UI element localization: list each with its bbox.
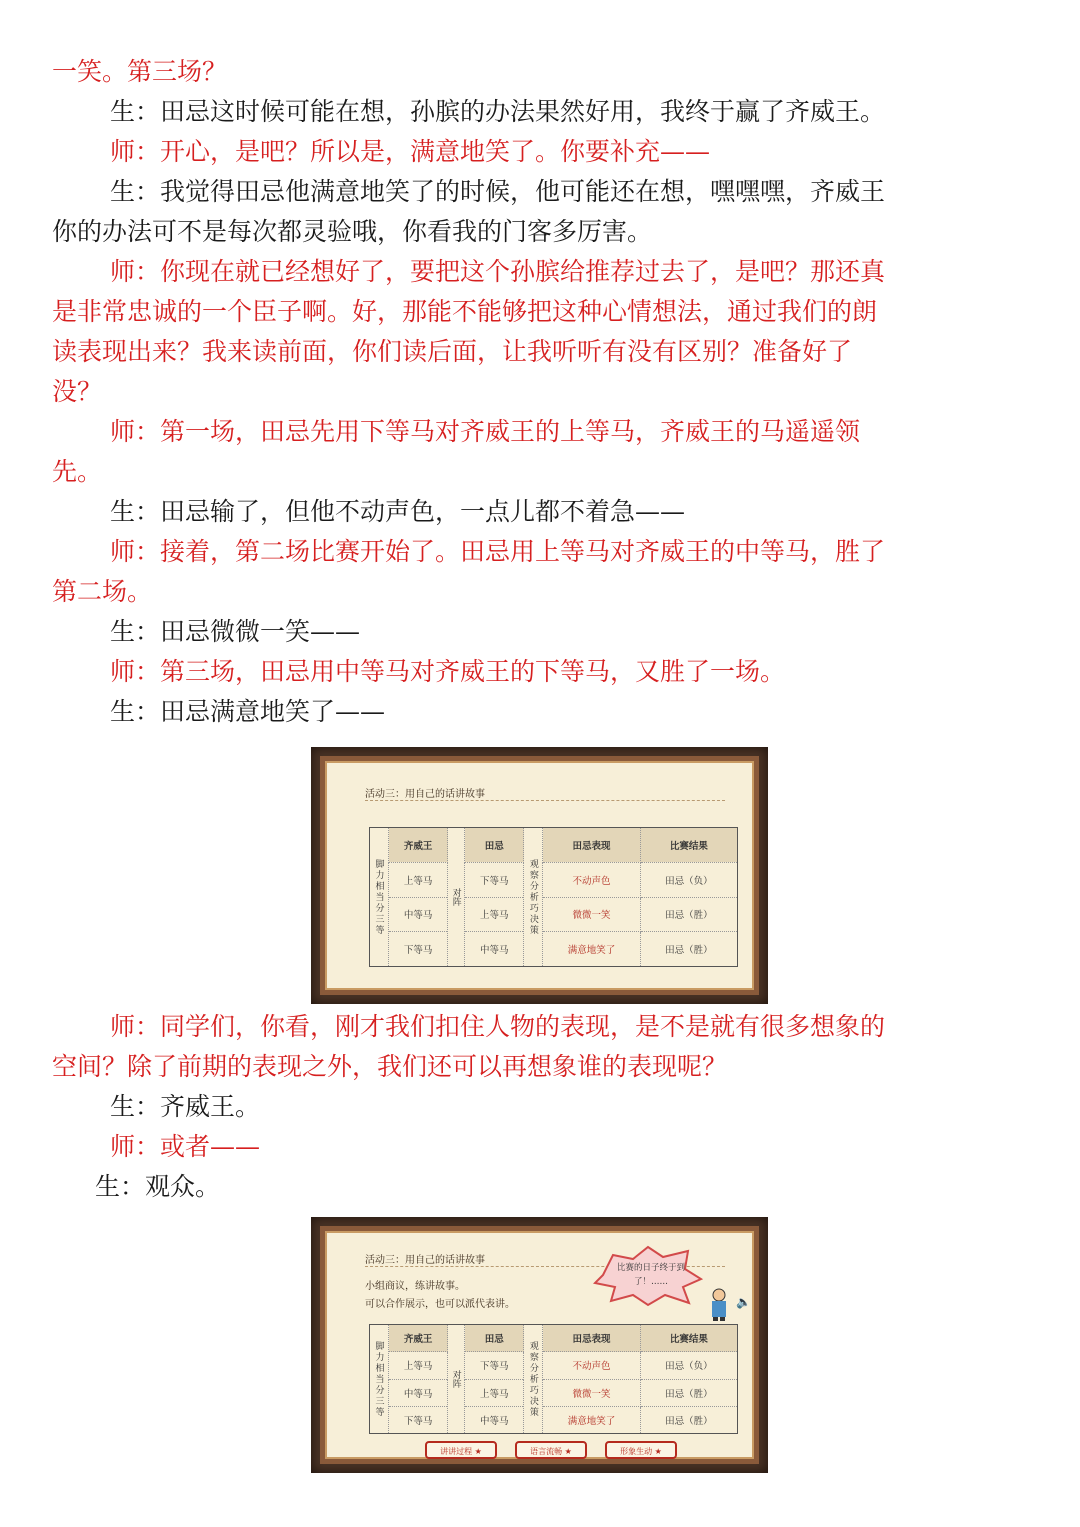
header-behavior: 田忌表现 <box>543 828 640 863</box>
cell-tian: 中等马 <box>465 1406 524 1433</box>
table-row <box>370 932 738 967</box>
cell-behavior: 不动声色 <box>543 862 640 897</box>
horse-race-table <box>369 827 738 967</box>
header-king: 齐威王 <box>389 1325 448 1352</box>
middle-label: 对阵 <box>448 828 465 967</box>
paragraph-4-line-1: 师：你现在就已经想好了，要把这个孙膑给推荐过去了，是吧？那还真 <box>110 257 886 286</box>
paragraph-7-line-1: 师：接着，第二场比赛开始了。田忌用上等马对齐威王的中等马，胜了 <box>110 537 886 566</box>
header-tian: 田忌 <box>465 1325 524 1352</box>
cell-tian: 中等马 <box>465 932 524 967</box>
analysis-label: 观察分析巧决策 <box>524 1325 543 1434</box>
cell-king: 中等马 <box>389 1379 448 1406</box>
paragraph-7-line-2: 第二场。 <box>52 577 153 606</box>
paragraph-9: 师：第三场，田忌用中等马对齐威王的下等马，又胜了一场。 <box>110 657 786 686</box>
cell-king: 上等马 <box>389 1352 448 1379</box>
paragraph-5-line-2: 先。 <box>52 457 103 486</box>
header-behavior: 田忌表现 <box>543 1325 640 1352</box>
paragraph2-2: 师：或者—— <box>110 1132 261 1161</box>
paragraph-3-line-1: 生：我觉得田忌他满意地笑了的时候，他可能还在想，嘿嘿嘿，齐威王 <box>110 177 886 206</box>
paragraph-4-line-2: 是非常忠诚的一个臣子啊。好，那能不能够把这种心情想法，通过我们的朗 <box>52 297 878 326</box>
criteria-button-vivid: 形象生动 ★ <box>605 1441 677 1459</box>
header-tian: 田忌 <box>465 828 524 863</box>
side-label: 脚力相当分三等 <box>370 1325 389 1434</box>
cell-king: 下等马 <box>389 932 448 967</box>
cell-tian: 上等马 <box>465 897 524 932</box>
slide-title: 活动三：用自己的话讲故事 <box>365 785 725 801</box>
table-row <box>370 862 738 897</box>
paragraph-4-line-3: 读表现出来？我来读前面，你们读后面，让我听听有没有区别？准备好了 <box>52 337 853 366</box>
cell-result: 田忌（负） <box>640 862 737 897</box>
slide-frame <box>320 756 759 995</box>
slide-image-2 <box>311 1217 768 1473</box>
cell-king: 中等马 <box>389 897 448 932</box>
header-king: 齐威王 <box>389 828 448 863</box>
paragraph-1: 生：田忌这时候可能在想，孙膑的办法果然好用，我终于赢了齐威王。 <box>110 97 886 126</box>
cell-tian: 下等马 <box>465 862 524 897</box>
cell-king: 下等马 <box>389 1406 448 1433</box>
paragraph2-3: 生：观众。 <box>95 1172 221 1201</box>
cell-behavior: 微微一笑 <box>543 1379 640 1406</box>
cell-result: 田忌（胜） <box>640 1406 737 1433</box>
paragraph-3-line-2: 你的办法可不是每次都灵验哦，你看我的门客多厉害。 <box>52 217 653 246</box>
slide-title: 活动三：用自己的话讲故事 <box>365 1251 725 1267</box>
table-row <box>370 1352 738 1379</box>
cell-behavior: 满意地笑了 <box>543 932 640 967</box>
cell-result: 田忌（胜） <box>640 897 737 932</box>
paragraph-4-line-4: 没？ <box>52 377 103 406</box>
side-label: 脚力相当分三等 <box>370 828 389 967</box>
speaker-icon: 🔈 <box>736 1295 751 1309</box>
cell-behavior: 微微一笑 <box>543 897 640 932</box>
cell-tian: 上等马 <box>465 1379 524 1406</box>
paragraph2-0-line-2: 空间？除了前期的表现之外，我们还可以再想象谁的表现呢？ <box>52 1052 728 1081</box>
table-row <box>370 1379 738 1406</box>
table-row <box>370 1406 738 1433</box>
paragraph-5-line-1: 师：第一场，田忌先用下等马对齐威王的上等马，齐威王的马遥遥领 <box>110 417 861 446</box>
cell-behavior: 不动声色 <box>543 1352 640 1379</box>
speech-bubble-text: 比赛的日子终于到了！…… <box>616 1263 685 1287</box>
presenter-icon <box>708 1287 730 1321</box>
criteria-button-process: 讲讲过程 ★ <box>425 1441 497 1459</box>
paragraph2-0-line-1: 师：同学们，你看，刚才我们扣住人物的表现，是不是就有很多想象的 <box>110 1012 886 1041</box>
paragraph-10: 生：田忌满意地笑了—— <box>110 697 386 726</box>
cell-tian: 下等马 <box>465 1352 524 1379</box>
instruction-line-2: 可以合作展示，也可以派代表讲。 <box>365 1299 515 1310</box>
slide-frame <box>320 1226 759 1464</box>
paragraph2-1: 生：齐威王。 <box>110 1092 261 1121</box>
paragraph-0: 一笑。第三场？ <box>52 57 228 86</box>
header-result: 比赛结果 <box>640 1325 737 1352</box>
cell-behavior: 满意地笑了 <box>543 1406 640 1433</box>
instruction-line-1: 小组商议，练讲故事。 <box>365 1281 465 1292</box>
middle-label: 对阵 <box>448 1325 465 1434</box>
cell-result: 田忌（胜） <box>640 932 737 967</box>
paragraph-8: 生：田忌微微一笑—— <box>110 617 361 646</box>
paragraph-2: 师：开心，是吧？所以是，满意地笑了。你要补充—— <box>110 137 711 166</box>
paragraph-6: 生：田忌输了，但他不动声色，一点儿都不着急—— <box>110 497 686 526</box>
cell-result: 田忌（负） <box>640 1352 737 1379</box>
horse-race-table <box>369 1324 738 1434</box>
analysis-label: 观察分析巧决策 <box>524 828 543 967</box>
criteria-button-fluency: 语言流畅 ★ <box>515 1441 587 1459</box>
criteria-buttons <box>425 1441 685 1461</box>
cell-result: 田忌（胜） <box>640 1379 737 1406</box>
slide-image-1 <box>311 747 768 1004</box>
table-row <box>370 897 738 932</box>
cell-king: 上等马 <box>389 862 448 897</box>
header-result: 比赛结果 <box>640 828 737 863</box>
